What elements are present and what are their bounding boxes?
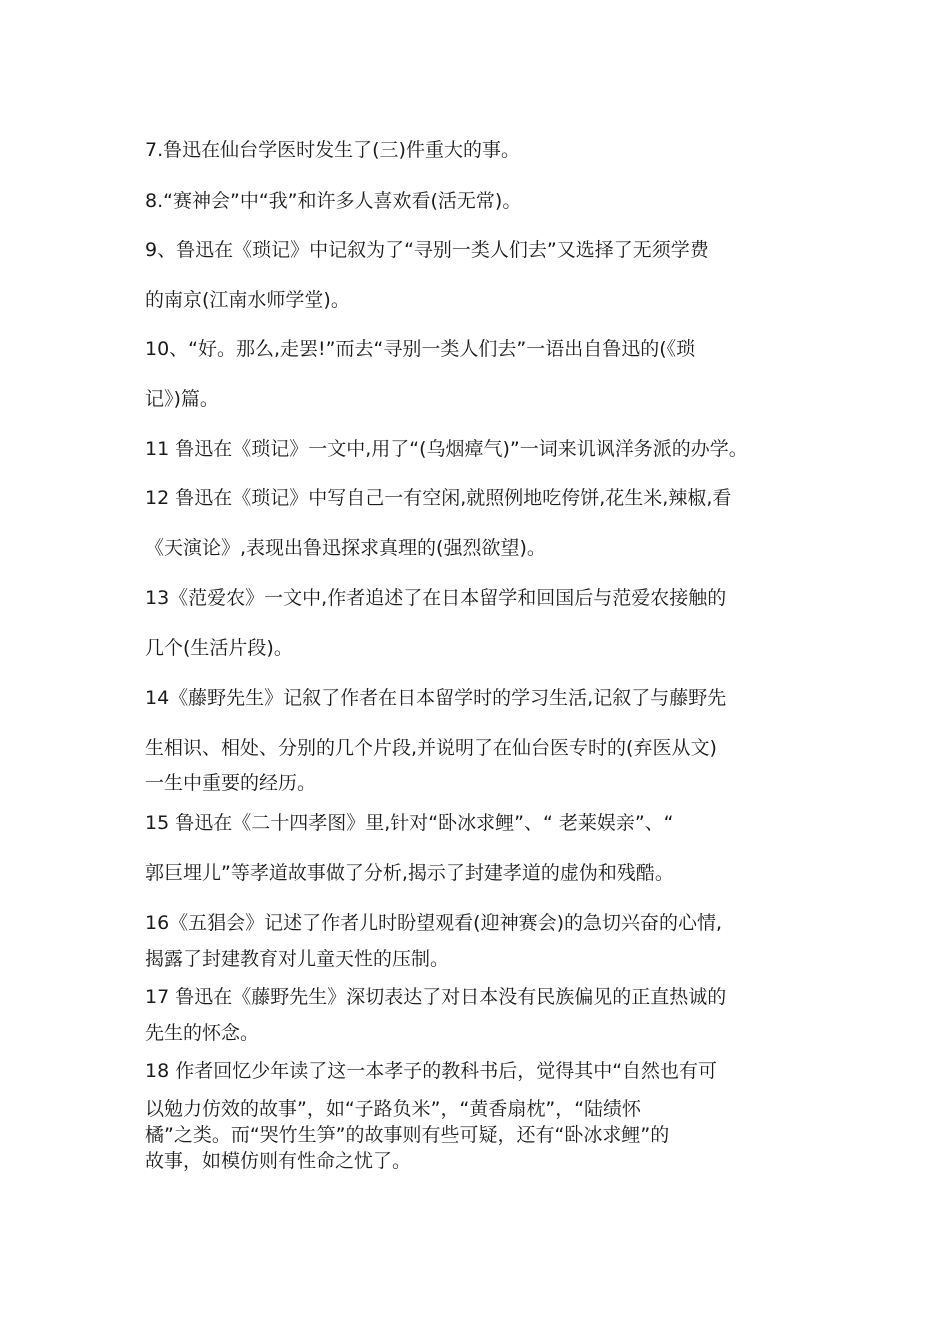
text-line: 18 作者回忆少年读了这一本孝子的教科书后，觉得其中“自然也有可	[145, 1060, 718, 1082]
text-line: 揭露了封建教育对儿童天性的压制。	[145, 948, 450, 970]
text-line: 11 鲁迅在《琐记》一文中,用了“(乌烟瘴气)”一词来讥讽洋务派的办学。	[145, 438, 748, 460]
text-line: 一生中重要的经历。	[145, 772, 317, 794]
text-line: 8.“赛神会”中“我”和许多人喜欢看(活无常)。	[145, 190, 522, 212]
text-line: 生相识、相处、分别的几个片段,并说明了在仙台医专时的(弃医从文)	[145, 737, 717, 759]
text-line: 13《范爱农》一文中,作者追述了在日本留学和回国后与范爱农接触的	[145, 587, 727, 609]
text-line: 17 鲁迅在《藤野先生》深切表达了对日本没有民族偏见的正直热诚的	[145, 986, 727, 1008]
text-line: 记》)篇。	[145, 388, 219, 410]
text-line: 《天演论》,表现出鲁迅探求真理的(强烈欲望)。	[145, 537, 546, 559]
text-line: 的南京(江南水师学堂)。	[145, 289, 350, 311]
text-line: 9、鲁迅在《琐记》中记叙为了“寻别一类人们去”又选择了无须学费	[145, 239, 709, 261]
text-line: 以勉力仿效的故事”，如“子路负米”，“黄香扇枕”，“陆绩怀	[145, 1098, 642, 1120]
text-line: 14《藤野先生》记叙了作者在日本留学时的学习生活,记叙了与藤野先	[145, 687, 727, 709]
text-line: 10、“好。那么,走罢!”而去“寻别一类人们去”一语出自鲁迅的(《琐	[145, 338, 696, 360]
text-line: 郭巨埋儿”等孝道故事做了分析,揭示了封建孝道的虚伪和残酷。	[145, 862, 674, 884]
text-line: 橘”之类。而“哭竹生笋”的故事则有些可疑，还有“卧冰求鲤”的	[145, 1124, 670, 1146]
text-line: 7.鲁迅在仙台学医时发生了(三)件重大的事。	[145, 139, 520, 161]
text-line: 16《五猖会》记述了作者儿时盼望观看(迎神赛会)的急切兴奋的心情,	[145, 912, 723, 934]
text-line: 12 鲁迅在《琐记》中写自己一有空闲,就照例地吃侉饼,花生米,辣椒,看	[145, 487, 732, 509]
text-line: 先生的怀念。	[145, 1022, 260, 1044]
text-line: 几个(生活片段)。	[145, 637, 293, 659]
text-line: 故事，如模仿则有性命之忧了。	[145, 1150, 412, 1172]
text-line: 15 鲁迅在《二十四孝图》里,针对“卧冰求鲤”、“ 老莱娱亲”、“	[145, 812, 674, 834]
